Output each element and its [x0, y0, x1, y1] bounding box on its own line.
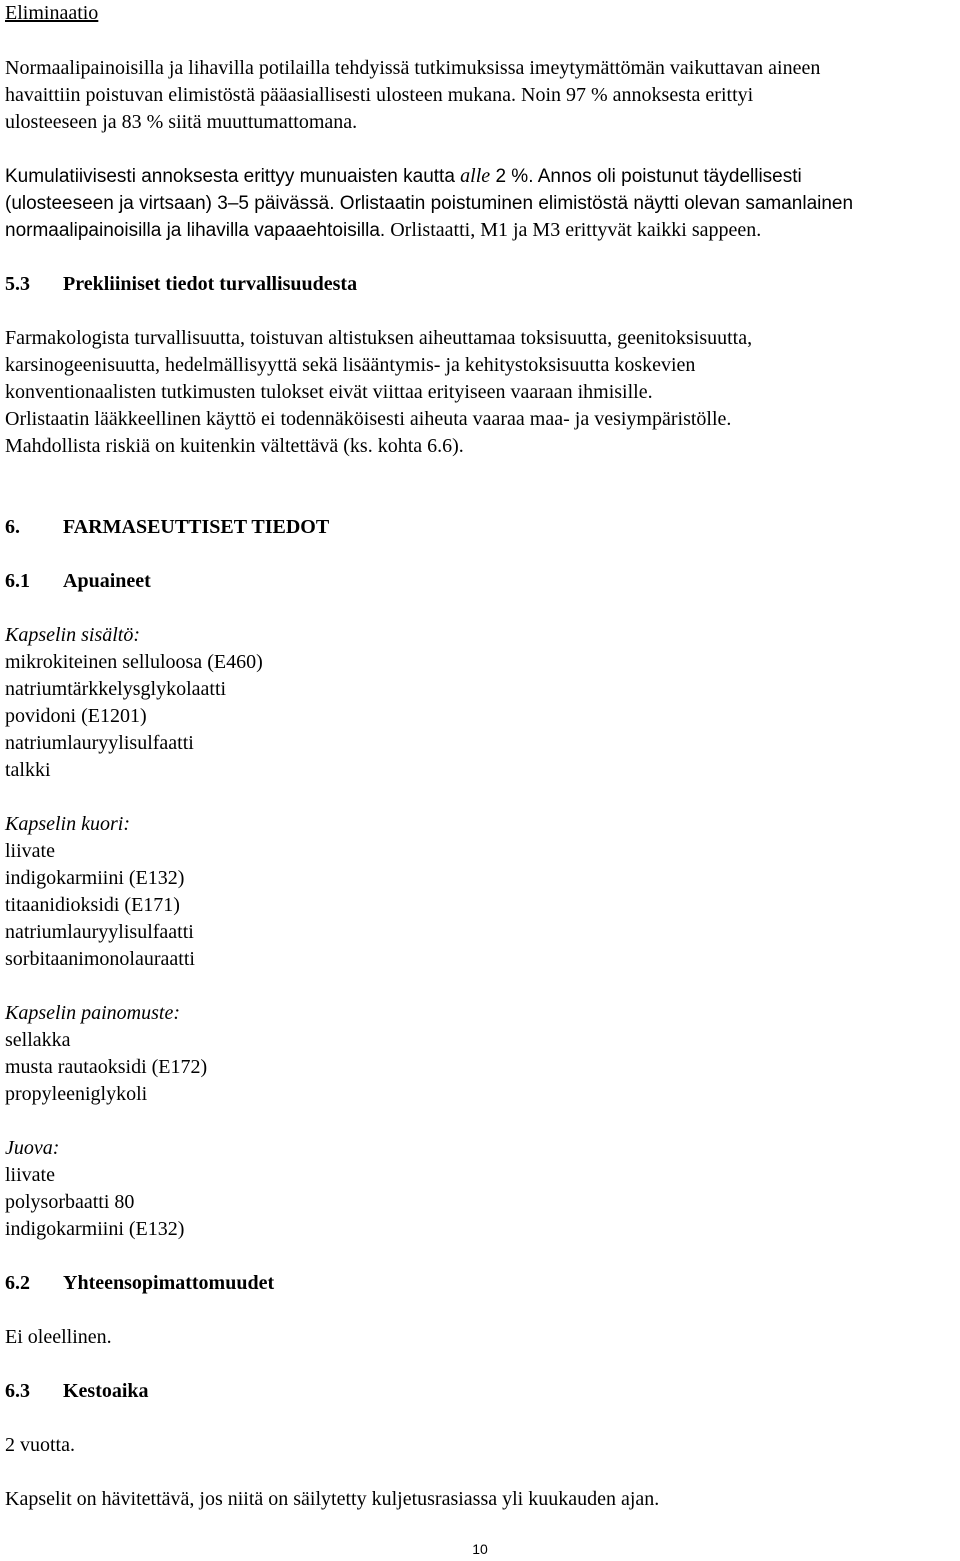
section-5-3-line-4: Orlistaatin lääkkeellinen käyttö ei todennäköisesti aiheuta vaaraa maa- ja vesiympäristölle. — [5, 408, 732, 430]
excipient-item: sellakka — [5, 1029, 71, 1051]
page-number: 10 — [472, 1541, 488, 1557]
excipient-group-label: Juova: — [5, 1137, 60, 1159]
excipient-item: liivate — [5, 1164, 55, 1186]
text-run: Orlistaatin poistuminen elimistöstä näytti olevan samanlainen — [334, 193, 854, 214]
excipient-group-label: Kapselin kuori: — [5, 813, 130, 835]
excipient-item: liivate — [5, 840, 55, 862]
excipient-item: indigokarmiini (E132) — [5, 1218, 185, 1240]
elimination-heading: Eliminaatio — [5, 2, 99, 24]
section-5-3-line-5: Mahdollista riskiä on kuitenkin vältettävä (ks. kohta 6.6). — [5, 435, 464, 457]
excipient-item: indigokarmiini (E132) — [5, 867, 185, 889]
section-6-3-text-2: Kapselit on hävitettävä, jos niitä on säilytetty kuljetusrasiassa yli kuukauden ajan. — [5, 1488, 660, 1510]
section-5-3-line-3: konventionaalisten tutkimusten tulokset eivät viittaa erityiseen vaaraan ihmisille. — [5, 381, 653, 403]
text-run: normaalipainoisilla ja lihavilla vapaaehtoisilla. — [5, 220, 386, 241]
excipient-item: natriumtärkkelysglykolaatti — [5, 678, 227, 700]
section-title: Kestoaika — [63, 1380, 149, 1402]
excipient-item: natriumlauryylisulfaatti — [5, 732, 194, 754]
elimination-paragraph-2-line-2 — [5, 190, 853, 217]
section-number: 6.2 — [5, 1272, 30, 1294]
excipient-item: sorbitaanimonolauraatti — [5, 948, 195, 970]
excipient-item: musta rautaoksidi (E172) — [5, 1056, 208, 1078]
text-run: (ulosteeseen ja virtsaan) 3–5 päivässä. — [5, 193, 335, 214]
section-title: Yhteensopimattomuudet — [63, 1272, 275, 1294]
section-6-1-heading — [5, 568, 151, 595]
elimination-paragraph-1-line-1: Normaalipainoisilla ja lihavilla potilailla tehdyissä tutkimuksissa imeytymättömän vaikuttavan aineen — [5, 57, 821, 79]
section-5-3-line-1: Farmakologista turvallisuutta, toistuvan altistuksen aiheuttamaa toksisuutta, geenitoksisuutta, — [5, 327, 753, 349]
section-number: 6.1 — [5, 570, 30, 592]
text-run: 2 %. Annos oli poistunut täydellisesti — [490, 166, 802, 187]
section-title: Apuaineet — [63, 570, 151, 592]
elimination-paragraph-2-line-1 — [5, 163, 802, 190]
text-run: Kumulatiivisesti annoksesta erittyy munuaisten kautta — [5, 166, 461, 187]
elimination-paragraph-1-line-3: ulosteeseen ja 83 % siitä muuttumattomana. — [5, 111, 358, 133]
section-6-2-heading — [5, 1270, 274, 1297]
excipient-item: titaanidioksidi (E171) — [5, 894, 180, 916]
section-5-3-line-2: karsinogeenisuutta, hedelmällisyyttä sekä lisääntymis- ja kehitystoksisuutta koskevien — [5, 354, 696, 376]
elimination-paragraph-1-line-2: havaittiin poistuvan elimistöstä pääasiallisesti ulosteen mukana. Noin 97 % annoksesta erittyi — [5, 84, 754, 106]
excipient-item: natriumlauryylisulfaatti — [5, 921, 194, 943]
elimination-paragraph-2-line-3 — [5, 217, 761, 244]
excipient-item: talkki — [5, 759, 51, 781]
excipient-item: mikrokiteinen selluloosa (E460) — [5, 651, 263, 673]
section-number: 6.3 — [5, 1380, 30, 1402]
section-number: 5.3 — [5, 273, 30, 295]
section-title: FARMASEUTTISET TIEDOT — [63, 516, 330, 538]
excipient-item: polysorbaatti 80 — [5, 1191, 135, 1213]
italic-text-run: alle — [460, 165, 491, 187]
text-run: Orlistaatti, M1 ja M3 erittyvät kaikki sappeen. — [385, 219, 762, 241]
section-number: 6. — [5, 516, 20, 538]
section-6-2-text: Ei oleellinen. — [5, 1326, 112, 1348]
section-6-heading — [5, 514, 329, 541]
excipient-item: propyleeniglykoli — [5, 1083, 148, 1105]
excipient-group-label: Kapselin sisältö: — [5, 624, 141, 646]
section-title: Prekliiniset tiedot turvallisuudesta — [63, 273, 358, 295]
excipient-group-label: Kapselin painomuste: — [5, 1002, 180, 1024]
section-5-3-heading — [5, 271, 357, 298]
excipient-item: povidoni (E1201) — [5, 705, 147, 727]
section-6-3-heading — [5, 1378, 149, 1405]
section-6-3-text-1: 2 vuotta. — [5, 1434, 75, 1456]
